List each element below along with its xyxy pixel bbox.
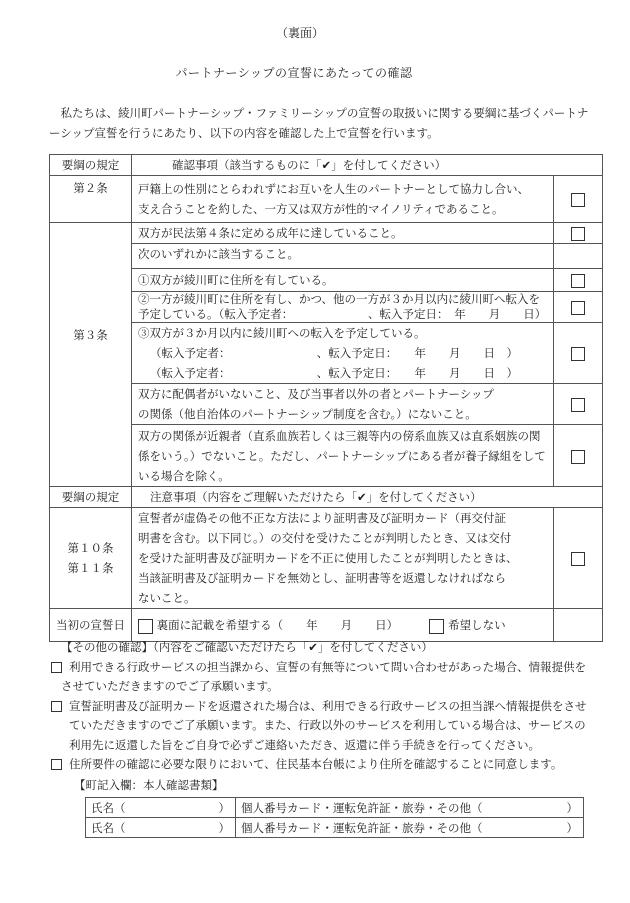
confirmation-table bbox=[49, 154, 603, 642]
article-label: 第２条 bbox=[50, 176, 132, 223]
list-item bbox=[49, 755, 619, 775]
text-line: 利用できる行政サービスの担当課から、宣誓の有無等について問い合わせがあった場合、情報提供を bbox=[69, 659, 587, 674]
checkbox-opt1[interactable] bbox=[554, 269, 603, 292]
table-row bbox=[50, 425, 603, 487]
col-header-rule: 要綱の規定 bbox=[50, 155, 132, 176]
checkbox-icon[interactable] bbox=[571, 193, 585, 207]
checkbox-icon[interactable] bbox=[571, 274, 585, 288]
text-line: 戸籍上の性別にとらわれずにお互いを人生のパートナーとして協力し合い、 bbox=[138, 182, 529, 196]
item-text bbox=[132, 176, 554, 223]
checkbox-notes[interactable] bbox=[554, 508, 603, 609]
id-doc-field[interactable] bbox=[236, 798, 584, 818]
table-row bbox=[50, 269, 603, 292]
text-line: ないこと。 bbox=[138, 591, 196, 605]
table-row bbox=[50, 244, 603, 269]
text-line: （転入予定者： 、転入予定日： 年 月 日 ） bbox=[150, 366, 518, 380]
article-label bbox=[50, 508, 132, 609]
text-line: ③双方が３か月以内に綾川町への転入を予定している。 bbox=[138, 326, 426, 340]
table-header-row bbox=[50, 487, 603, 508]
text-line: 個人番号カード・運転免許証・旅券・その他（ bbox=[241, 820, 483, 835]
item-text: 次のいずれかに該当すること。 bbox=[132, 244, 554, 269]
checkbox-item2[interactable] bbox=[51, 701, 62, 712]
page-title: パートナーシップの宣誓にあたっての確認 bbox=[175, 66, 413, 80]
table-row bbox=[50, 609, 603, 642]
text-line: 住所要件の確認に必要な限りにおいて、住民基本台帳により住所を確認することに同意します。 bbox=[69, 757, 563, 771]
table-row bbox=[50, 292, 603, 323]
text-line: いる場合を除く。 bbox=[138, 468, 230, 483]
checkbox-icon[interactable] bbox=[571, 227, 585, 241]
text-line: ②一方が綾川町に住所を有し、かつ、他の一方が３か月以内に綾川町へ転入を bbox=[138, 292, 541, 306]
name-field[interactable] bbox=[86, 818, 236, 838]
article-label: 第３条 bbox=[50, 223, 132, 487]
text-line: （転入予定者： 、転入予定日： 年 月 日 ） bbox=[150, 346, 518, 360]
checkbox-item3[interactable] bbox=[51, 759, 62, 770]
table-row bbox=[86, 798, 584, 818]
checkbox-opt3[interactable] bbox=[554, 323, 603, 384]
text-line: 宣誓者が虚偽その他不正な方法により証明書及び証明カード（再交付証 bbox=[138, 511, 506, 525]
text-line: 予定している。（転入予定者： 、転入予定日： 年 月 日） bbox=[138, 307, 547, 321]
col-header-notes: 注意事項（内容をご理解いただけたら「✔」を付してください） bbox=[132, 487, 603, 508]
back-side-label: （裏面） bbox=[275, 26, 324, 40]
list-item bbox=[49, 658, 619, 697]
text-line: 個人番号カード・運転免許証・旅券・その他（ bbox=[241, 800, 483, 815]
item-text bbox=[132, 425, 554, 487]
text-line: 氏名（ bbox=[91, 800, 126, 815]
table-row bbox=[86, 818, 584, 838]
option-label: 希望しない bbox=[448, 618, 506, 632]
text-line: ） bbox=[218, 800, 230, 815]
checkbox-kin[interactable] bbox=[554, 425, 603, 487]
checkbox-adult[interactable] bbox=[554, 223, 603, 244]
text-line: 明書を含む。以下同じ。）の交付を受けたことが判明したとき、又は交付 bbox=[138, 531, 512, 545]
text-line: の関係（他自治体のパートナーシップ制度を含む。）にないこと。 bbox=[138, 407, 477, 421]
note-text bbox=[132, 508, 554, 609]
checkbox-icon[interactable] bbox=[571, 450, 585, 464]
table-row bbox=[50, 323, 603, 384]
text-line: させていただきますのでご了承願います。 bbox=[61, 679, 279, 693]
table-header-row bbox=[50, 155, 603, 176]
table-row bbox=[50, 176, 603, 223]
checkbox-icon[interactable] bbox=[571, 347, 585, 361]
checkbox-icon[interactable] bbox=[571, 301, 585, 315]
text-line: 係をいう。）でないこと。ただし、パートナーシップにある者が養子縁組をして bbox=[138, 448, 546, 463]
text-line: ） bbox=[566, 820, 578, 835]
text-line: 双方の関係が近親者（直系血族若しくは三親等内の傍系血族又は直系姻族の関 bbox=[138, 428, 541, 443]
section-heading: 【その他の確認】（内容をご確認いただけたら「✔」を付してください） bbox=[61, 640, 433, 654]
town-section-heading: 【町記入欄：本人確認書類】 bbox=[74, 778, 224, 792]
checkbox-icon[interactable] bbox=[571, 398, 585, 412]
empty-cell bbox=[554, 609, 603, 642]
initial-date-label: 当初の宣誓日 bbox=[50, 609, 132, 642]
list-item bbox=[49, 697, 619, 756]
option-label: 裏面に記載を希望する（ 年 月 日） bbox=[156, 618, 399, 632]
text-line: 利用先に返還した旨をご自身で必ずご連絡いただき、返還に伴う手続きを行ってください。 bbox=[69, 737, 541, 752]
col-header-items: 確認事項（該当するものに「✔」を付してください） bbox=[132, 155, 603, 176]
text-line: 当該証明書及び証明カードを無効とし、証明書等を返還しなければなら bbox=[138, 571, 506, 585]
empty-cell bbox=[554, 244, 603, 269]
intro-paragraph bbox=[49, 103, 609, 143]
intro-line: 私たちは、綾川町パートナーシップ・ファミリーシップの宣誓の取扱いに関する要綱に基づくパートナ bbox=[49, 106, 589, 120]
id-doc-field[interactable] bbox=[236, 818, 584, 838]
checkbox-icon[interactable] bbox=[571, 552, 585, 566]
text-line: ていただきますのでご了承願います。また、行政以外のサービスを利用している場合は、サービスの bbox=[69, 718, 586, 732]
checkbox-opt2[interactable] bbox=[554, 292, 603, 323]
text-line: 支え合うことを約した、一方又は双方が性的マイノリティであること。 bbox=[138, 202, 504, 216]
item-text bbox=[132, 292, 554, 323]
id-document-table bbox=[85, 797, 584, 838]
item-text bbox=[132, 384, 554, 425]
text-line: 第１１条 bbox=[67, 561, 114, 575]
item-text: 双方が民法第４条に定める成年に達していること。 bbox=[132, 223, 554, 244]
text-line: を受けた証明書及び証明カードを不正に使用したことが判明したときは、 bbox=[138, 551, 518, 565]
text-line: 宣誓証明書及び証明カードを返還された場合は、利用できる行政サービスの担当課へ情報提供をさせ bbox=[69, 698, 587, 713]
item-text bbox=[132, 323, 554, 384]
checkbox-item1[interactable] bbox=[51, 662, 62, 673]
checkbox-no-wish[interactable] bbox=[429, 619, 444, 634]
text-line: ） bbox=[218, 820, 230, 835]
checkbox-art2[interactable] bbox=[554, 176, 603, 223]
text-line: ） bbox=[566, 800, 578, 815]
table-row bbox=[50, 223, 603, 244]
other-confirmations bbox=[49, 638, 619, 775]
intro-line: ーシップ宣誓を行うにあたり、以下の内容を確認した上で宣誓を行います。 bbox=[49, 126, 439, 140]
initial-date-options bbox=[132, 609, 554, 642]
checkbox-spouse[interactable] bbox=[554, 384, 603, 425]
text-line: 双方に配偶者がいないこと、及び当事者以外の者とパートナーシップ bbox=[138, 387, 495, 401]
table-row bbox=[50, 508, 603, 609]
table-row bbox=[50, 384, 603, 425]
item-text: ①双方が綾川町に住所を有している。 bbox=[132, 269, 554, 292]
text-line: 第１０条 bbox=[67, 541, 114, 555]
text-line: 氏名（ bbox=[91, 820, 126, 835]
col-header-rule: 要綱の規定 bbox=[50, 487, 132, 508]
checkbox-back-side[interactable] bbox=[138, 619, 153, 634]
name-field[interactable] bbox=[86, 798, 236, 818]
